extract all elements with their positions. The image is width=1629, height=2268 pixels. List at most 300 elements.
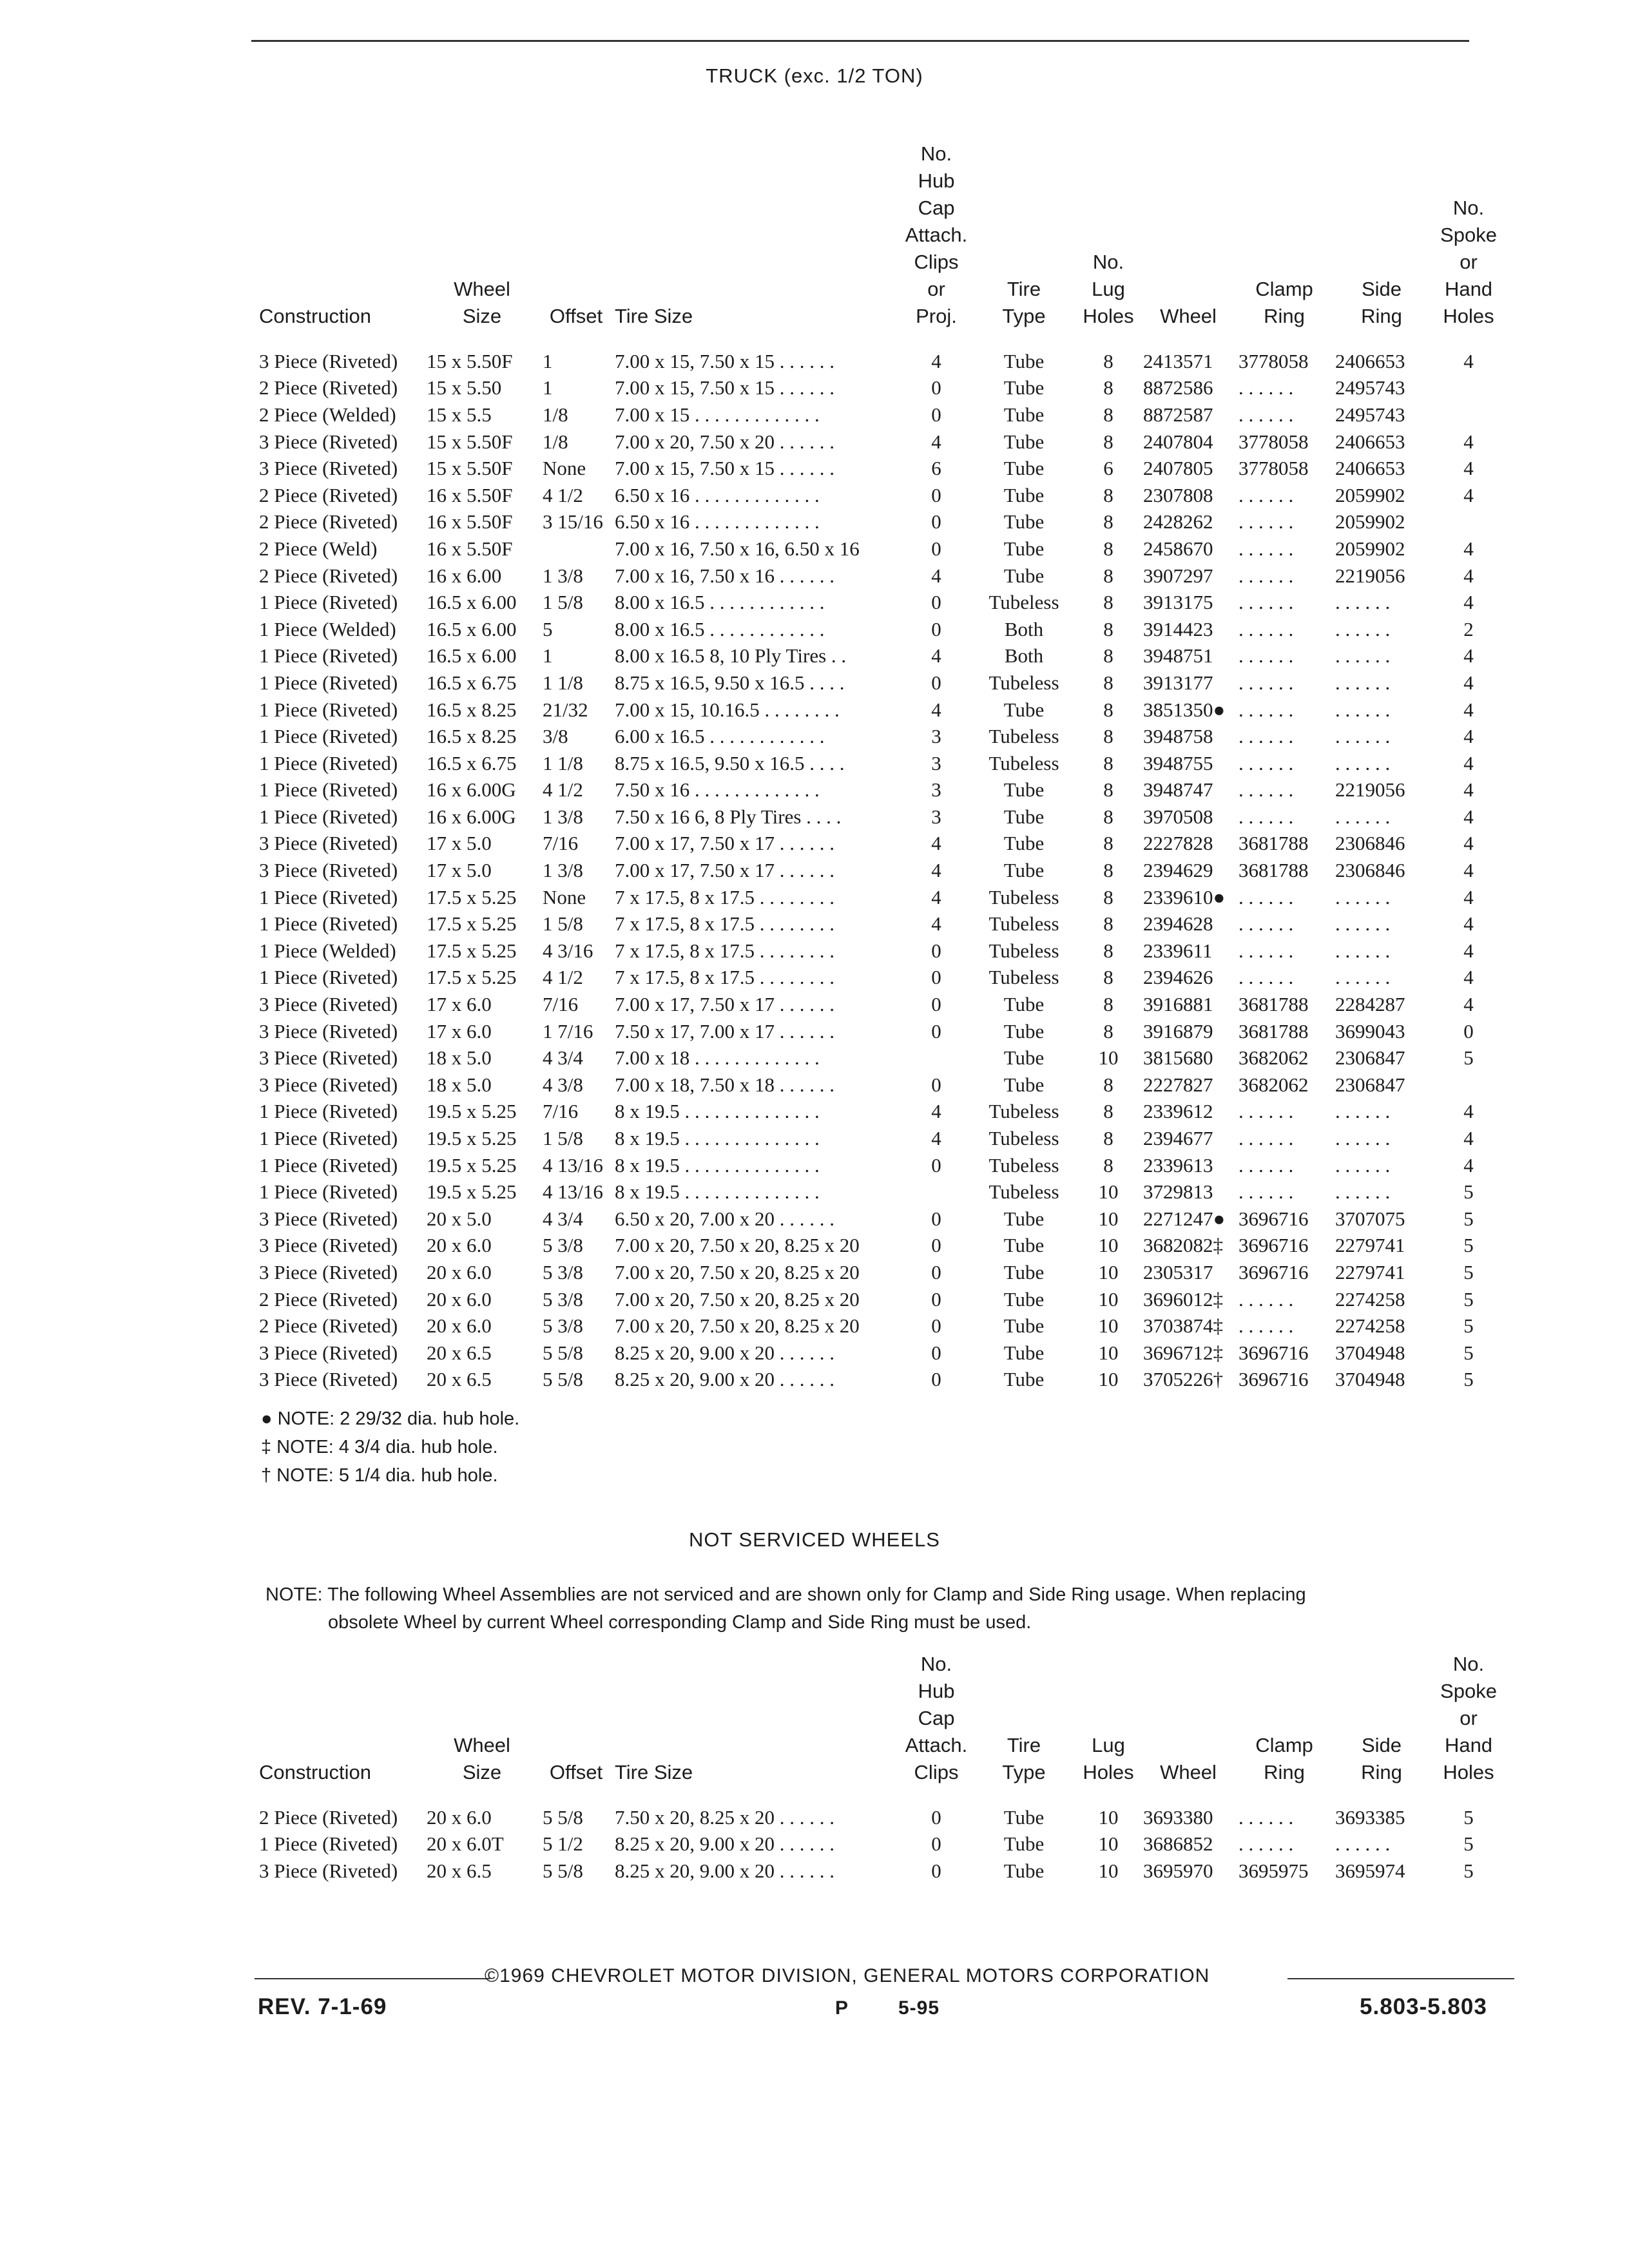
table-cell: 4 [1463,751,1474,774]
table-cell: 3 Piece (Riveted) [259,1234,398,1257]
column-header: Tire Size [615,1761,693,1783]
table-cell: 3815680 [1143,1046,1213,1070]
table-cell: 0 [931,1260,941,1283]
table-cell: 2394628 [1143,912,1213,936]
table-cell: 7.00 x 18 . . . . . . . . . . . . . [615,1046,820,1070]
table-cell: . . . . . . [1335,644,1391,668]
table-cell: 8.00 x 16.5 8, 10 Ply Tires . . [615,644,847,668]
table-cell: 7 x 17.5, 8 x 17.5 . . . . . . . . [615,885,834,908]
table-cell: 2219056 [1335,778,1405,802]
table-cell: 1 Piece (Riveted) [259,725,398,748]
table-cell: 6.50 x 20, 7.00 x 20 . . . . . . [615,1207,834,1230]
table-cell: 1 Piece (Riveted) [259,1832,398,1856]
table-cell: 7.00 x 20, 7.50 x 20, 8.25 x 20 [615,1234,860,1257]
table-cell: 5 [1463,1341,1474,1364]
table-cell: 4 [1463,564,1474,587]
table-cell: 8 [1103,671,1113,694]
table-cell: 4 [1463,698,1474,721]
table-cell: 2227827 [1143,1073,1213,1096]
table-cell: 10 [1098,1234,1119,1257]
table-cell: None [543,885,586,908]
table-cell: 15 x 5.50F [427,457,513,480]
footnote: ● NOTE: 2 29/32 dia. hub hole. [261,1408,520,1429]
table-cell: 5 3/8 [543,1314,583,1338]
table-cell: 16 x 5.50F [427,537,513,560]
table-row [256,777,1507,804]
table-cell: 4 3/8 [543,1073,583,1096]
table-cell: 7.00 x 16, 7.50 x 16 . . . . . . [615,564,834,587]
table-row [256,803,1507,831]
table-cell: 15 x 5.50F [427,349,513,372]
table-cell: 3682062 [1239,1046,1309,1070]
table-cell: 1 Piece (Riveted) [259,912,398,936]
table-cell: Tubeless [988,725,1059,748]
table-cell: 7.00 x 20, 7.50 x 20, 8.25 x 20 [615,1260,860,1283]
table-cell: . . . . . . [1335,725,1391,748]
table-cell [540,535,612,562]
section-title: NOT SERVICED WHEELS [689,1528,940,1551]
table-cell: 8 x 19.5 . . . . . . . . . . . . . . [615,1180,820,1204]
table-cell: 21/32 [543,698,588,721]
table-cell: 2406653 [1335,430,1405,453]
table-cell: 2 Piece (Riveted) [259,1805,398,1829]
table-row [256,1367,1507,1394]
table-cell: 8 [1103,939,1113,962]
table-cell: 8.25 x 20, 9.00 x 20 . . . . . . [615,1341,834,1364]
table-cell: 0 [931,617,941,640]
table-cell: 0 [931,1859,941,1882]
table-cell: 1 Piece (Riveted) [259,591,398,614]
table-cell: 3729813 [1143,1180,1213,1204]
table-cell: Tubeless [988,1153,1059,1177]
table-cell: 4 [1463,912,1474,936]
table-cell: 20 x 6.5 [427,1859,492,1882]
table-cell [1431,375,1507,402]
table-cell: 1 3/8 [543,805,583,828]
table-cell: 7.00 x 15 . . . . . . . . . . . . . [615,403,820,426]
table-cell: 3 Piece (Riveted) [259,1019,398,1043]
table-cell: 0 [931,483,941,506]
table-cell: . . . . . . [1239,778,1294,802]
table-row [256,1312,1507,1340]
table-cell: . . . . . . [1239,966,1294,989]
column-header: Tire Type [1002,1734,1046,1783]
table-cell: 20 x 5.0 [427,1207,492,1230]
table-row [256,884,1507,911]
table-cell: 8 [1103,564,1113,587]
table-cell: 5 5/8 [543,1805,583,1829]
table-cell: 8872587 [1143,403,1213,426]
table-cell: 4 [931,644,941,668]
table-cell: 10 [1098,1859,1119,1882]
table-cell: 8 [1103,376,1113,399]
table-cell: 4 [931,1127,941,1150]
column-header: Construction [259,305,372,327]
table-cell: Tube [1003,1234,1045,1257]
table-cell: 8 x 19.5 . . . . . . . . . . . . . . [615,1100,820,1123]
table-cell: Tube [1003,993,1045,1016]
table-cell: 3916881 [1143,993,1213,1016]
table-cell: 3696716 [1239,1260,1309,1283]
table-cell: 4 [931,912,941,936]
table-cell: 1 Piece (Riveted) [259,1153,398,1177]
table-cell: 17 x 5.0 [427,832,492,855]
table-cell: . . . . . . [1239,376,1294,399]
table-cell: 3 Piece (Riveted) [259,1207,398,1230]
table-cell: 7.00 x 20, 7.50 x 20 . . . . . . [615,430,834,453]
table-cell: 8 [1103,698,1113,721]
table-cell: 2284287 [1335,993,1405,1016]
table-cell: . . . . . . [1239,1100,1294,1123]
table-cell: 3916879 [1143,1019,1213,1043]
footer-rule-left [255,1978,490,1979]
table-cell: 18 x 5.0 [427,1073,492,1096]
table-cell: Tube [1003,457,1045,480]
table-cell: 20 x 6.0 [427,1805,492,1829]
table-cell: 0 [931,993,941,1016]
table-cell: . . . . . . [1335,939,1391,962]
table-cell: 2306847 [1335,1073,1405,1096]
table-cell: 1 Piece (Riveted) [259,885,398,908]
table-cell: 4 [1463,1100,1474,1123]
section-note-line: obsolete Wheel by current Wheel corresponding Clamp and Side Ring must be used. [328,1612,1032,1633]
table-cell: 7.00 x 15, 7.50 x 15 . . . . . . [615,457,834,480]
table-cell: 4 1/2 [543,778,583,802]
table-cell: Tube [1003,510,1045,533]
table-cell: 0 [931,1314,941,1338]
table-cell: . . . . . . [1239,591,1294,614]
table-cell [1431,401,1507,428]
table-cell: 1 Piece (Welded) [259,617,396,640]
table-cell: 0 [931,1234,941,1257]
table-cell: 7.00 x 20, 7.50 x 20, 8.25 x 20 [615,1287,860,1311]
table-cell: 2458670 [1143,537,1213,560]
table-cell: 4 3/4 [543,1207,583,1230]
table-cell: 2428262 [1143,510,1213,533]
table-cell: 16 x 6.00 [427,564,502,587]
table-cell: 8.75 x 16.5, 9.50 x 16.5 . . . . [615,751,845,774]
table-cell: 1 Piece (Riveted) [259,671,398,694]
table-cell: 3 [931,778,941,802]
table-cell: 1 Piece (Riveted) [259,966,398,989]
table-cell: 8 [1103,510,1113,533]
table-cell: 3686852 [1143,1832,1213,1856]
table-cell: 0 [931,591,941,614]
column-header: Offset [549,305,603,327]
table-cell: 8 [1103,912,1113,936]
table-cell: 3693380 [1143,1805,1213,1829]
table-header-row [256,140,1507,348]
table-cell: 2271247● [1143,1207,1226,1230]
table-cell: 5 [1463,1234,1474,1257]
table-cell: 2339610● [1143,885,1226,908]
table-cell: 4 1/2 [543,483,583,506]
table-cell: . . . . . . [1335,805,1391,828]
table-cell: . . . . . . [1239,912,1294,936]
table-cell: 17.5 x 5.25 [427,939,517,962]
table-cell: 8 [1103,832,1113,855]
table-cell: 7.50 x 16 6, 8 Ply Tires . . . . [615,805,842,828]
table-cell: 5 [1463,1180,1474,1204]
table-cell: 2059902 [1335,510,1405,533]
table-cell: 3681788 [1239,1019,1309,1043]
table-cell: . . . . . . [1239,939,1294,962]
table-cell: 15 x 5.50F [427,430,513,453]
table-cell: 4 [931,698,941,721]
table-cell: 2407805 [1143,457,1213,480]
table-row [256,965,1507,992]
table-cell: 3699043 [1335,1019,1405,1043]
table-row [256,1125,1507,1152]
table-cell: 2 Piece (Riveted) [259,1287,398,1311]
table-cell: 5 [1463,1046,1474,1070]
table-cell: Tube [1003,805,1045,828]
table-cell: 6.50 x 16 . . . . . . . . . . . . . [615,510,820,533]
table-cell: 19.5 x 5.25 [427,1180,517,1204]
table-cell: 19.5 x 5.25 [427,1153,517,1177]
column-header: Construction [259,1761,372,1783]
table-cell: 8 [1103,751,1113,774]
table-cell: . . . . . . [1239,725,1294,748]
table-row [256,509,1507,536]
table-cell: 4 [931,1100,941,1123]
table-cell: Tubeless [988,966,1059,989]
table-cell: Both [1004,644,1044,668]
table-cell: 5 [1463,1805,1474,1829]
table-cell: Tubeless [988,1180,1059,1204]
table-cell: 5 [1463,1207,1474,1230]
table-cell: 8 [1103,966,1113,989]
table-cell: Tubeless [988,885,1059,908]
table-cell: 6.00 x 16.5 . . . . . . . . . . . . [615,725,825,748]
table-cell: 3 Piece (Riveted) [259,832,398,855]
table-cell: 20 x 6.0 [427,1314,492,1338]
table-cell: 17.5 x 5.25 [427,912,517,936]
table-cell: 2307808 [1143,483,1213,506]
column-header: No. Hub Cap Attach. Clips [905,1653,968,1783]
table-cell: 20 x 6.0 [427,1287,492,1311]
table-cell: 3 Piece (Riveted) [259,349,398,372]
table-row [256,535,1507,562]
table-cell: 1/8 [543,430,568,453]
table-cell: 16.5 x 6.00 [427,617,517,640]
table-cell: 5 [1463,1287,1474,1311]
table-cell: 16.5 x 6.75 [427,751,517,774]
table-cell: 8 [1103,885,1113,908]
table-cell: 4 [1463,778,1474,802]
table-cell: 1 5/8 [543,1127,583,1150]
table-cell: 10 [1098,1046,1119,1070]
table-cell: 4 [1463,644,1474,668]
table-cell: . . . . . . [1335,591,1391,614]
table-cell: 2413571 [1143,349,1213,372]
page-number: 5-95 [898,1997,940,2019]
table-cell: 7 x 17.5, 8 x 17.5 . . . . . . . . [615,939,834,962]
table-cell: . . . . . . [1239,1180,1294,1204]
table-cell: . . . . . . [1239,751,1294,774]
table-cell: . . . . . . [1239,885,1294,908]
table-cell: 2 Piece (Riveted) [259,510,398,533]
table-cell: 3703874‡ [1143,1314,1223,1338]
table-cell: 5 [1463,1314,1474,1338]
table-cell: . . . . . . [1239,510,1294,533]
table-row [256,1259,1507,1286]
table-cell: 17 x 6.0 [427,1019,492,1043]
column-header: Lug Holes [1083,1734,1134,1783]
table-cell: 0 [931,1153,941,1177]
table-cell: 3948758 [1143,725,1213,748]
table-cell: 4 [1463,349,1474,372]
table-row [256,857,1507,884]
table-cell: 8 [1103,430,1113,453]
table-cell: Tube [1003,349,1045,372]
table-cell: 2339612 [1143,1100,1213,1123]
column-header: No. Lug Holes [1083,251,1134,327]
table-row [256,401,1507,428]
table-row [256,991,1507,1018]
table-cell: 2219056 [1335,564,1405,587]
table-cell: 19.5 x 5.25 [427,1100,517,1123]
table-cell: 1 5/8 [543,912,583,936]
table-cell: 1 1/8 [543,671,583,694]
table-cell: . . . . . . [1335,1100,1391,1123]
table-cell: Tube [1003,1859,1045,1882]
table-cell: 1 1/8 [543,751,583,774]
table-cell: Tube [1003,859,1045,882]
table-cell: 8.25 x 20, 9.00 x 20 . . . . . . [615,1368,834,1391]
table-cell: 10 [1098,1287,1119,1311]
column-header: No. Spoke or Hand Holes [1440,1653,1497,1783]
table-cell: 1 Piece (Welded) [259,939,396,962]
copyright: ©1969 CHEVROLET MOTOR DIVISION, GENERAL MOTORS CORPORATION [485,1965,1210,1986]
table-cell: 3696012‡ [1143,1287,1223,1311]
table-cell: 4 [1463,430,1474,453]
table-cell: . . . . . . [1335,912,1391,936]
table-cell: 3914423 [1143,617,1213,640]
table-cell: 7/16 [543,832,579,855]
table-cell: 2 Piece (Riveted) [259,1314,398,1338]
table-cell: 10 [1098,1207,1119,1230]
table-row [256,1804,1507,1831]
table-cell: 4 [1463,832,1474,855]
table-cell: 3/8 [543,725,568,748]
column-header: Side Ring [1361,278,1402,327]
table-row [256,616,1507,643]
table-cell: 4 [1463,457,1474,480]
table-cell: 1 Piece (Riveted) [259,1180,398,1204]
table-cell: 4 [1463,966,1474,989]
table-cell: 3693385 [1335,1805,1405,1829]
table-cell: . . . . . . [1239,644,1294,668]
table-cell: 7.00 x 20, 7.50 x 20, 8.25 x 20 [615,1314,860,1338]
table-cell: 0 [931,1805,941,1829]
wheel-table [256,140,1507,1393]
table-cell: 4 [1463,725,1474,748]
table-cell: 2406653 [1335,457,1405,480]
table-cell: 7.50 x 16 . . . . . . . . . . . . . [615,778,820,802]
table-cell: 0 [931,376,941,399]
table-cell: 0 [931,1019,941,1043]
table-cell: 16 x 6.00G [427,805,516,828]
section-note-line: NOTE: The following Wheel Assemblies are not serviced and are shown only for Clamp and Side Ring usage. When replacing [265,1584,1306,1605]
table-row [256,643,1507,670]
table-cell: . . . . . . [1335,1180,1391,1204]
table-cell: 4 [931,832,941,855]
table-cell: 8 [1103,1127,1113,1150]
table-cell: 10 [1098,1314,1119,1338]
table-cell: . . . . . . [1335,1127,1391,1150]
table-cell: 2339611 [1143,939,1213,962]
table-cell: 8 [1103,1153,1113,1177]
table-cell: 8.25 x 20, 9.00 x 20 . . . . . . [615,1832,834,1856]
table-cell: 1/8 [543,403,568,426]
table-cell: Tube [1003,564,1045,587]
table-cell: Tubeless [988,1127,1059,1150]
table-cell: 7.00 x 16, 7.50 x 16, 6.50 x 16 [615,537,860,560]
footnotes [261,1405,519,1490]
table-cell: 2406653 [1335,349,1405,372]
table-cell: 7/16 [543,1100,579,1123]
not-serviced-table [256,1651,1507,1885]
table-cell: 4 [931,430,941,453]
table-cell: Tube [1003,403,1045,426]
table-cell: 3695975 [1239,1859,1309,1882]
table-cell: Tube [1003,1046,1045,1070]
table-cell: 8 [1103,617,1113,640]
table-cell: 2339613 [1143,1153,1213,1177]
table-cell: 5 [1463,1859,1474,1882]
table-cell: . . . . . . [1335,1153,1391,1177]
table-cell: . . . . . . [1335,1832,1391,1856]
table-cell: 20 x 6.0T [427,1832,504,1856]
table-cell: None [543,457,586,480]
table-cell: 5 3/8 [543,1287,583,1311]
table-cell: Tube [1003,1207,1045,1230]
column-header: Offset [549,1761,603,1783]
table-cell: 2306847 [1335,1046,1405,1070]
table-row [256,723,1507,750]
table-cell: 5 5/8 [543,1368,583,1391]
table-cell: 16 x 6.00G [427,778,516,802]
table-cell [901,1044,972,1072]
table-cell: 8 [1103,403,1113,426]
table-cell: . . . . . . [1335,671,1391,694]
table-row [256,1831,1507,1858]
table-cell: 1 Piece (Riveted) [259,1100,398,1123]
table-cell: 5 5/8 [543,1341,583,1364]
table-cell: 20 x 6.0 [427,1260,492,1283]
table-cell: 5 [543,617,553,640]
table-cell: 4 [1463,885,1474,908]
table-cell [901,1178,972,1206]
table-cell: 7 x 17.5, 8 x 17.5 . . . . . . . . [615,966,834,989]
table-cell: . . . . . . [1239,805,1294,828]
table-cell: Tube [1003,832,1045,855]
table-cell: 2407804 [1143,430,1213,453]
table-cell: 3 Piece (Riveted) [259,1368,398,1391]
column-header: Clamp Ring [1255,1734,1313,1783]
table-cell: . . . . . . [1239,483,1294,506]
table-cell: 3778058 [1239,457,1309,480]
table-cell: 2 Piece (Riveted) [259,376,398,399]
table-cell: 2059902 [1335,537,1405,560]
table-cell: 3696712‡ [1143,1341,1223,1364]
table-row [256,1233,1507,1260]
table-row [256,1858,1507,1885]
table-cell: Tube [1003,698,1045,721]
table-cell: 3 Piece (Riveted) [259,1341,398,1364]
table-cell: 4 [1463,591,1474,614]
